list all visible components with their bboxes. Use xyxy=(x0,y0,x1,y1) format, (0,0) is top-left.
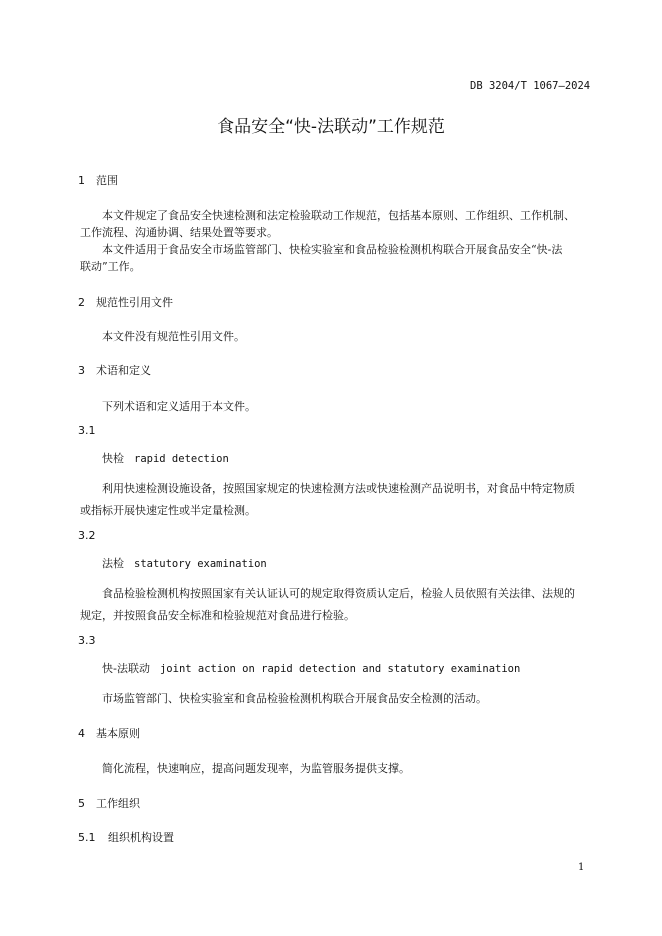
section-4-paragraph: 简化流程，快速响应，提高问题发现率，为监管服务提供支撑。 xyxy=(102,762,410,775)
term-3-2-definition-line-2: 规定，并按照食品安全标准和检验规范对食品进行检验。 xyxy=(80,609,355,622)
term-en: joint action on rapid detection and statutory examination xyxy=(159,663,521,675)
section-title: 范围 xyxy=(96,174,118,187)
document-title: 食品安全“快-法联动”工作规范 xyxy=(217,117,445,137)
term-zh: 快检 xyxy=(102,452,124,465)
section-number: 5 xyxy=(78,797,85,810)
term-3-1 xyxy=(102,450,229,466)
section-title: 基本原则 xyxy=(96,727,140,740)
term-3-2-definition-line-1: 食品检验检测机构按照国家有关认证认可的规定取得资质认定后，检验人员依照有关法律、法规的 xyxy=(102,587,575,600)
section-1-paragraph-1-line-2: 工作流程、沟通协调、结果处置等要求。 xyxy=(80,226,278,239)
section-2-heading xyxy=(78,294,173,310)
section-5-1-heading xyxy=(78,829,174,845)
section-number: 4 xyxy=(78,727,85,740)
section-1-heading xyxy=(78,172,118,188)
section-title: 规范性引用文件 xyxy=(96,296,173,309)
section-1-paragraph-2-line-1: 本文件适用于食品安全市场监管部门、快检实验室和食品检验检测机构联合开展食品安全“快-法 xyxy=(102,243,563,256)
term-3-3 xyxy=(102,660,520,676)
term-en: rapid detection xyxy=(134,453,229,465)
term-3-1-definition-line-2: 或指标开展快速定性或半定量检测。 xyxy=(80,504,256,517)
term-zh: 快-法联动 xyxy=(102,662,150,675)
section-1-paragraph-2-line-2: 联动”工作。 xyxy=(80,260,141,273)
subsection-title: 组织机构设置 xyxy=(108,831,174,844)
term-3-1-definition-line-1: 利用快速检测设施设备，按照国家规定的快速检测方法或快速检测产品说明书，对食品中特定物质 xyxy=(102,482,575,495)
section-2-paragraph: 本文件没有规范性引用文件。 xyxy=(102,330,245,343)
term-3-1-number: 3.1 xyxy=(78,424,96,437)
section-5-heading xyxy=(78,795,140,811)
section-3-paragraph: 下列术语和定义适用于本文件。 xyxy=(102,400,256,413)
section-4-heading xyxy=(78,725,140,741)
section-number: 3 xyxy=(78,364,85,377)
section-number: 2 xyxy=(78,296,85,309)
section-1-paragraph-1-line-1: 本文件规定了食品安全快速检测和法定检验联动工作规范，包括基本原则、工作组织、工作机制、 xyxy=(102,209,575,222)
term-en: statutory examination xyxy=(134,558,267,570)
page-number: 1 xyxy=(578,862,585,873)
section-title: 工作组织 xyxy=(96,797,140,810)
section-title: 术语和定义 xyxy=(96,364,151,377)
term-3-2 xyxy=(102,555,267,571)
section-3-heading xyxy=(78,362,151,378)
document-number: DB 3204/T 1067—2024 xyxy=(470,80,591,92)
section-number: 1 xyxy=(78,174,85,187)
term-3-3-number: 3.3 xyxy=(78,634,96,647)
subsection-number: 5.1 xyxy=(78,831,96,844)
term-3-3-definition: 市场监管部门、快检实验室和食品检验检测机构联合开展食品安全检测的活动。 xyxy=(102,692,487,705)
term-zh: 法检 xyxy=(102,557,124,570)
term-3-2-number: 3.2 xyxy=(78,529,96,542)
